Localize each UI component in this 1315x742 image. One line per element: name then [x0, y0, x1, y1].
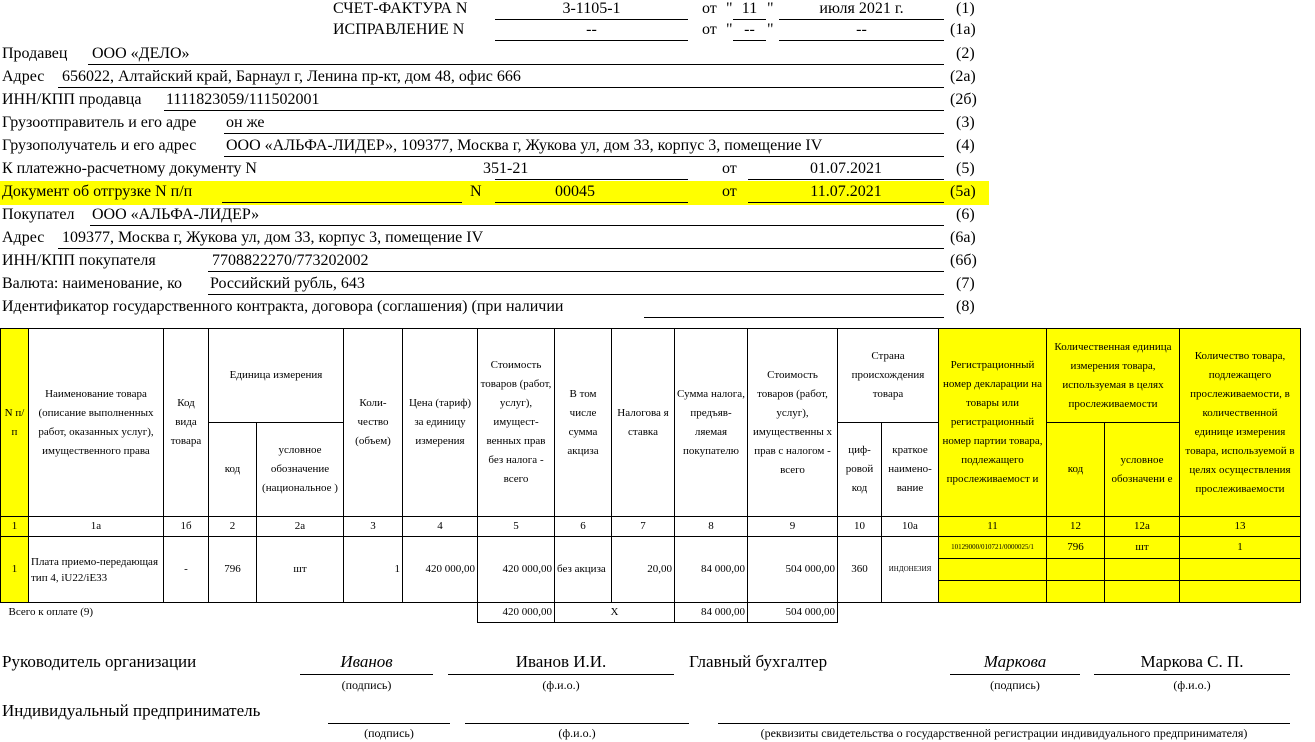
colnum: 13 — [1180, 517, 1301, 537]
correction-quote-open: " — [726, 21, 733, 38]
row-qqty: 1 — [1180, 537, 1301, 559]
colnum: 1 — [1, 517, 29, 537]
shipdoc-date: 11.07.2021 — [810, 183, 882, 200]
head-signature: Иванов — [340, 652, 393, 671]
buyer-inn-value: 7708822270/773202002 — [212, 252, 369, 269]
accountant-label: Главный бухгалтер — [689, 652, 828, 671]
ip-sign-caption: (подпись) — [364, 726, 414, 740]
buyer-value: ООО «АЛЬФА-ЛИДЕР» — [92, 206, 260, 223]
hdr-price: Цена (тариф) за единицу измерения — [403, 329, 478, 517]
head-label: Руководитель организации — [2, 652, 197, 671]
buyer-address-value: 109377, Москва г, Жукова ул, дом 33, корпус 3, помещение IV — [62, 229, 484, 246]
row-qty: 1 — [344, 537, 403, 603]
buyer-address-label: Адрес — [2, 229, 45, 246]
seller-label: Продавец — [2, 45, 68, 62]
invoice-number: 3-1105-1 — [562, 0, 621, 17]
quote-open: " — [726, 0, 733, 17]
hdr-name: Наименование товара (описание выполненных работ, оказанных услуг), имущественного права — [29, 329, 164, 517]
hdr-excise: В том числе сумма акциза — [555, 329, 612, 517]
shipdoc-n-label: N — [470, 183, 482, 200]
totals-cost: 420 000,00 — [478, 603, 555, 623]
line-num-1: (1) — [956, 0, 975, 17]
payment-doc-number: 351-21 — [483, 160, 529, 177]
colnum: 7 — [612, 517, 675, 537]
shipdoc-number: 00045 — [555, 183, 595, 200]
consignee-label: Грузополучатель и его адрес — [2, 137, 197, 154]
row-tax: 84 000,00 — [675, 537, 748, 603]
colnum: 10 — [838, 517, 882, 537]
totals-row — [1, 603, 1301, 623]
line-num-1a: (1а) — [950, 21, 976, 38]
correction-number: -- — [586, 21, 597, 38]
hdr-unit-code: код — [209, 423, 257, 517]
colnum: 1а — [29, 517, 164, 537]
shipdoc-label: Документ об отгрузке N п/п — [2, 183, 193, 200]
line-num-2: (2) — [956, 45, 975, 62]
hdr-country-code: циф-ровой код — [838, 423, 882, 517]
correction-title: ИСПРАВЛЕНИЕ N — [333, 21, 465, 38]
head-fio-caption: (ф.и.о.) — [542, 678, 580, 692]
row-name: Плата приемо-передающая тип 4, iU22/iE33 — [29, 537, 164, 603]
accountant-fio-caption: (ф.и.о.) — [1173, 678, 1211, 692]
hdr-unit-symbol: условное обозначение (национальное ) — [257, 423, 344, 517]
hdr-kind: Код вида товара — [164, 329, 209, 517]
hdr-qty: Коли-чество (объем) — [344, 329, 403, 517]
payment-from-label: от — [722, 160, 737, 177]
hdr-tax: Сумма налога, предъяв-ляемая покупателю — [675, 329, 748, 517]
totals-total: 504 000,00 — [748, 603, 838, 623]
seller-inn-value: 1111823059/111502001 — [166, 91, 320, 108]
hdr-cost: Стоимость товаров (работ, услуг), имущест-венных прав без налога - всего — [478, 329, 555, 517]
invoice-day: 11 — [741, 0, 758, 17]
goods-table — [0, 328, 1301, 623]
contract-label: Идентификатор государственного контракта, договора (соглашения) (при наличии — [2, 298, 564, 315]
totals-tax: 84 000,00 — [675, 603, 748, 623]
buyer-inn-label: ИНН/КПП покупателя — [2, 252, 156, 269]
row-country-code: 360 — [838, 537, 882, 603]
row-price: 420 000,00 — [403, 537, 478, 603]
colnum: 5 — [478, 517, 555, 537]
address-value: 656022, Алтайский край, Барнаул г, Ленина пр-кт, дом 48, офис 666 — [62, 68, 521, 85]
accountant-sign-caption: (подпись) — [990, 678, 1040, 692]
hdr-qunit-code: код — [1047, 423, 1105, 517]
ip-fio-caption: (ф.и.о.) — [558, 726, 596, 740]
ip-label: Индивидуальный предприниматель — [2, 701, 261, 720]
payment-date: 01.07.2021 — [810, 160, 882, 177]
row-decl: 10129000/010721/0000025/1 — [939, 537, 1047, 559]
line-num-5: (5) — [956, 160, 975, 177]
seller-value: ООО «ДЕЛО» — [92, 45, 190, 62]
payment-doc-label: К платежно-расчетному документу N — [2, 160, 257, 177]
correction-date: -- — [856, 21, 867, 38]
totals-excise: X — [555, 603, 675, 623]
address-label: Адрес — [2, 68, 45, 85]
row-rate: 20,00 — [612, 537, 675, 603]
line-num-2a: (2а) — [950, 68, 976, 85]
correction-from-label: от — [702, 21, 717, 38]
invoice-title: СЧЕТ-ФАКТУРА N — [333, 0, 468, 17]
correction-day: -- — [744, 21, 755, 38]
colnum: 10а — [882, 517, 939, 537]
correction-quote-close: " — [767, 21, 774, 38]
row-unit-symbol: шт — [257, 537, 344, 603]
line-num-7: (7) — [956, 275, 975, 292]
row-country-name: ИНДОНЕЗИЯ — [882, 537, 939, 603]
line-num-6b: (6б) — [950, 252, 977, 269]
shipper-value: он же — [226, 114, 265, 131]
hdr-unit: Единица измерения — [209, 329, 344, 423]
line-num-8: (8) — [956, 298, 975, 315]
hdr-n: N п/п — [1, 329, 29, 517]
seller-inn-label: ИНН/КПП продавца — [2, 91, 142, 108]
colnum: 2 — [209, 517, 257, 537]
shipper-label: Грузоотправитель и его адре — [2, 114, 197, 131]
row-qunit-code: 796 — [1047, 537, 1105, 559]
hdr-qunit-symbol: условное обозначени е — [1105, 423, 1180, 517]
line-num-4: (4) — [956, 137, 975, 154]
currency-value: Российский рубль, 643 — [210, 275, 365, 292]
line-num-6a: (6а) — [950, 229, 976, 246]
invoice-month-year: июля 2021 г. — [819, 0, 904, 17]
hdr-total: Стоимость товаров (работ, услуг), имущественны х прав с налогом - всего — [748, 329, 838, 517]
row-unit-code: 796 — [209, 537, 257, 603]
accountant-name: Маркова С. П. — [1140, 652, 1244, 671]
shipdoc-from-label: от — [722, 183, 737, 200]
hdr-decl: Регистрационный номер декларации на товары или регистрационный номер партии товара, подлежащего прослеживаемост и — [939, 329, 1047, 517]
row-kind: - — [164, 537, 209, 603]
head-name: Иванов И.И. — [515, 652, 607, 671]
row-excise: без акциза — [555, 537, 612, 603]
colnum: 9 — [748, 517, 838, 537]
ip-reg-caption: (реквизиты свидетельства о государственной регистрации индивидуального предпринимателя) — [760, 726, 1248, 740]
hdr-qqty: Количество товара, подлежащего прослеживаемости, в количественной единице измерения товара, используемой в целях осуществления прослеживаемости — [1180, 329, 1301, 517]
row-cost: 420 000,00 — [478, 537, 555, 603]
row-total: 504 000,00 — [748, 537, 838, 603]
hdr-rate: Налогова я ставка — [612, 329, 675, 517]
quote-close: " — [767, 0, 774, 17]
colnum: 8 — [675, 517, 748, 537]
line-num-5a: (5а) — [950, 183, 976, 200]
hdr-country-name: краткое наимено-вание — [882, 423, 939, 517]
line-num-3: (3) — [956, 114, 975, 131]
colnum: 1б — [164, 517, 209, 537]
colnum: 11 — [939, 517, 1047, 537]
colnum: 3 — [344, 517, 403, 537]
hdr-qunit: Количественная единица измерения товара, используемая в целях прослеживаемости — [1047, 329, 1180, 423]
colnum: 12а — [1105, 517, 1180, 537]
buyer-label: Покупател — [2, 206, 75, 223]
line-num-2b: (2б) — [950, 91, 977, 108]
hdr-country: Страна происхождения товара — [838, 329, 939, 423]
row-qunit-symbol: шт — [1105, 537, 1180, 559]
totals-label: Всего к оплате (9) — [8, 606, 94, 619]
consignee-value: ООО «АЛЬФА-ЛИДЕР», 109377, Москва г, Жукова ул, дом 33, корпус 3, помещение IV — [226, 137, 823, 154]
colnum: 6 — [555, 517, 612, 537]
invoice-from-label: от — [702, 0, 717, 17]
head-sign-caption: (подпись) — [341, 678, 392, 692]
colnum: 12 — [1047, 517, 1105, 537]
line-num-6: (6) — [956, 206, 975, 223]
colnum: 4 — [403, 517, 478, 537]
currency-label: Валюта: наименование, ко — [2, 275, 183, 292]
accountant-signature: Маркова — [983, 652, 1047, 671]
colnum: 2а — [257, 517, 344, 537]
table-row — [1, 537, 1301, 559]
row-n: 1 — [1, 537, 29, 603]
